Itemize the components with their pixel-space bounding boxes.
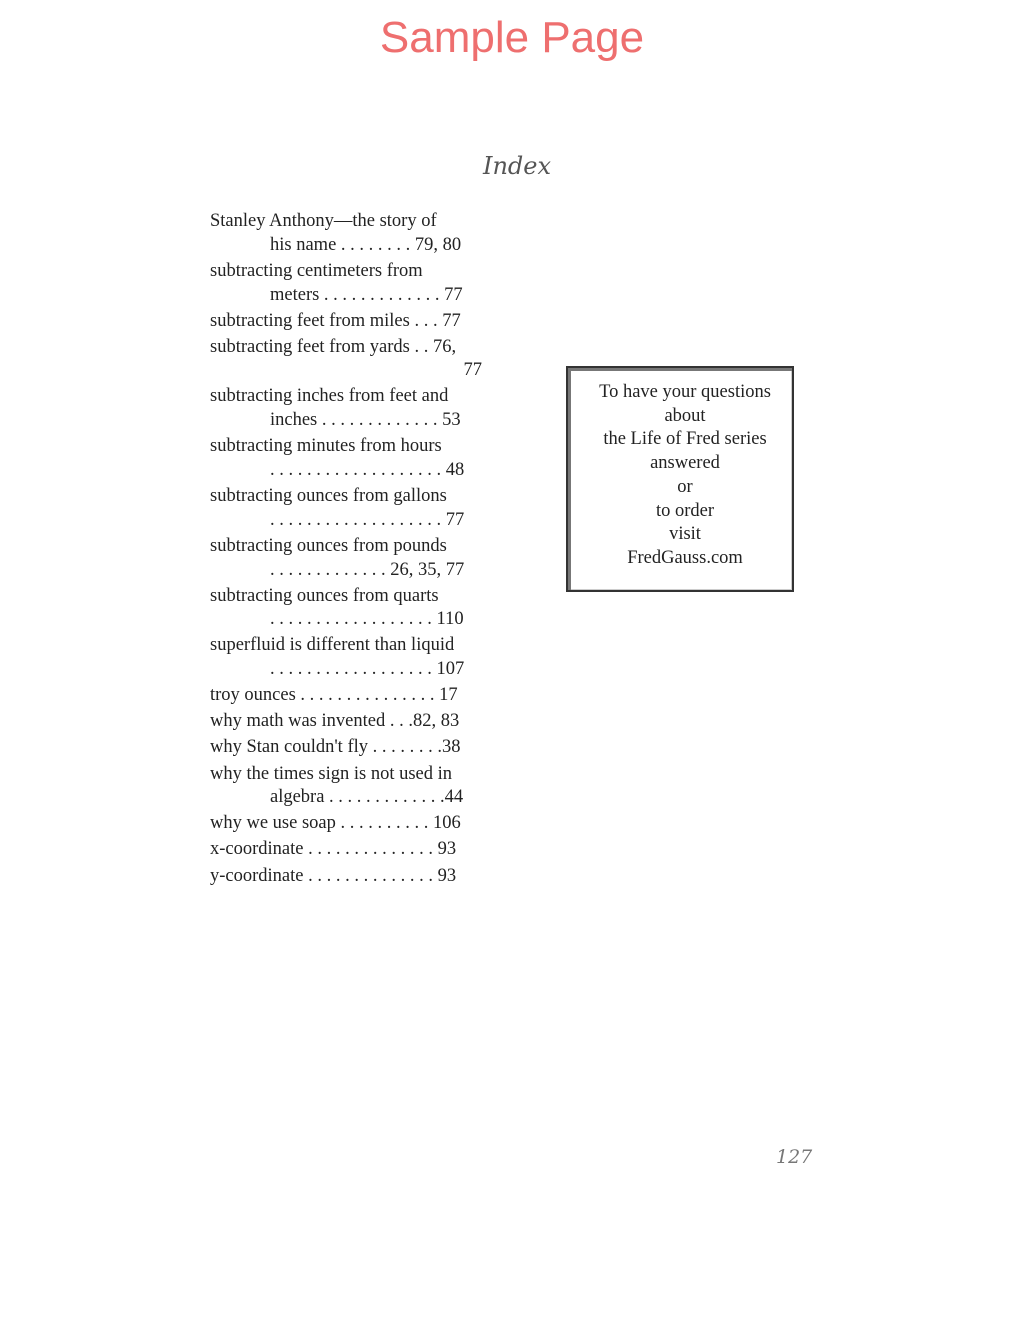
index-entry-term: why Stan couldn't fly . . . . . . . .38 bbox=[210, 737, 461, 758]
index-entry bbox=[210, 838, 482, 862]
order-info-box bbox=[566, 366, 794, 592]
order-info-line: the Life of Fred series bbox=[603, 429, 767, 450]
index-entry-term: why we use soap . . . . . . . . . . 106 bbox=[210, 813, 461, 834]
page-title: Index bbox=[482, 152, 552, 180]
index-entry-continuation: . . . . . . . . . . . . . 26, 35, 77 bbox=[270, 559, 465, 580]
page-number: 127 bbox=[776, 1146, 813, 1168]
order-info-website: FredGauss.com bbox=[627, 547, 743, 568]
index-entry-term: subtracting ounces from gallons bbox=[210, 486, 447, 507]
index-entry-continuation: . . . . . . . . . . . . . . . . . . . 48 bbox=[270, 459, 465, 480]
index-entry-continuation: inches . . . . . . . . . . . . . 53 bbox=[270, 410, 461, 431]
index-entry-term: subtracting inches from feet and bbox=[210, 386, 449, 407]
index-entry-term: subtracting feet from miles . . . 77 bbox=[210, 310, 461, 331]
index-entry-term: subtracting ounces from pounds bbox=[210, 535, 447, 556]
index-entry-term: subtracting feet from yards . . 76, bbox=[210, 336, 457, 357]
index-entry bbox=[210, 585, 482, 632]
index-entry bbox=[210, 260, 482, 307]
index-entry-term: superfluid is different than liquid bbox=[210, 635, 455, 656]
order-info-line: To have your questions bbox=[599, 382, 771, 402]
index-entry bbox=[210, 385, 482, 432]
index-entry-term: subtracting minutes from hours bbox=[210, 436, 442, 457]
index-entry-term: troy ounces . . . . . . . . . . . . . . . 17 bbox=[210, 685, 458, 706]
index-entry-term: subtracting ounces from quarts bbox=[210, 585, 439, 606]
index-entry-term: Stanley Anthony—the story of bbox=[210, 211, 437, 231]
index-entry bbox=[210, 485, 482, 532]
index-entry-continuation: meters . . . . . . . . . . . . . 77 bbox=[270, 284, 463, 305]
index-entry bbox=[210, 634, 482, 681]
sample-page-watermark: Sample Page bbox=[379, 13, 645, 62]
index-entry-term: why the times sign is not used in bbox=[210, 763, 453, 784]
index-entry-continuation: . . . . . . . . . . . . . . . . . . 110 bbox=[270, 609, 464, 630]
index-entry-continuation: his name . . . . . . . . 79, 80 bbox=[270, 234, 462, 255]
index-entry bbox=[210, 710, 482, 734]
index-entry bbox=[210, 812, 482, 836]
index-entry-continuation: . . . . . . . . . . . . . . . . . . 107 bbox=[270, 659, 465, 680]
index-entry-term: x-coordinate . . . . . . . . . . . . . . 93 bbox=[210, 839, 457, 860]
order-info-line: answered bbox=[650, 453, 720, 474]
index-entry bbox=[210, 865, 482, 889]
index-entry-term: y-coordinate . . . . . . . . . . . . . . 93 bbox=[210, 865, 457, 886]
order-info-line: to order bbox=[655, 500, 715, 521]
index-entry-page-wrap: 77 bbox=[463, 360, 482, 381]
index-entry bbox=[210, 684, 482, 708]
index-entry bbox=[210, 535, 482, 582]
index-entry bbox=[210, 310, 482, 334]
index-entry bbox=[210, 736, 482, 760]
order-info-line: visit bbox=[669, 524, 701, 545]
index-entry-term: why math was invented . . .82, 83 bbox=[210, 711, 460, 732]
order-info-text bbox=[572, 381, 798, 571]
index-entry-term: subtracting centimeters from bbox=[210, 260, 423, 281]
index-entry bbox=[210, 763, 482, 810]
index-entry bbox=[210, 435, 482, 482]
index-entry bbox=[210, 336, 482, 383]
index-entry-continuation: algebra . . . . . . . . . . . . .44 bbox=[270, 787, 464, 808]
index-entry bbox=[210, 210, 482, 257]
index-list bbox=[210, 210, 482, 891]
index-entry-continuation: . . . . . . . . . . . . . . . . . . . 77 bbox=[270, 509, 465, 530]
order-info-line: or bbox=[677, 476, 693, 497]
order-info-line: about bbox=[664, 405, 706, 426]
